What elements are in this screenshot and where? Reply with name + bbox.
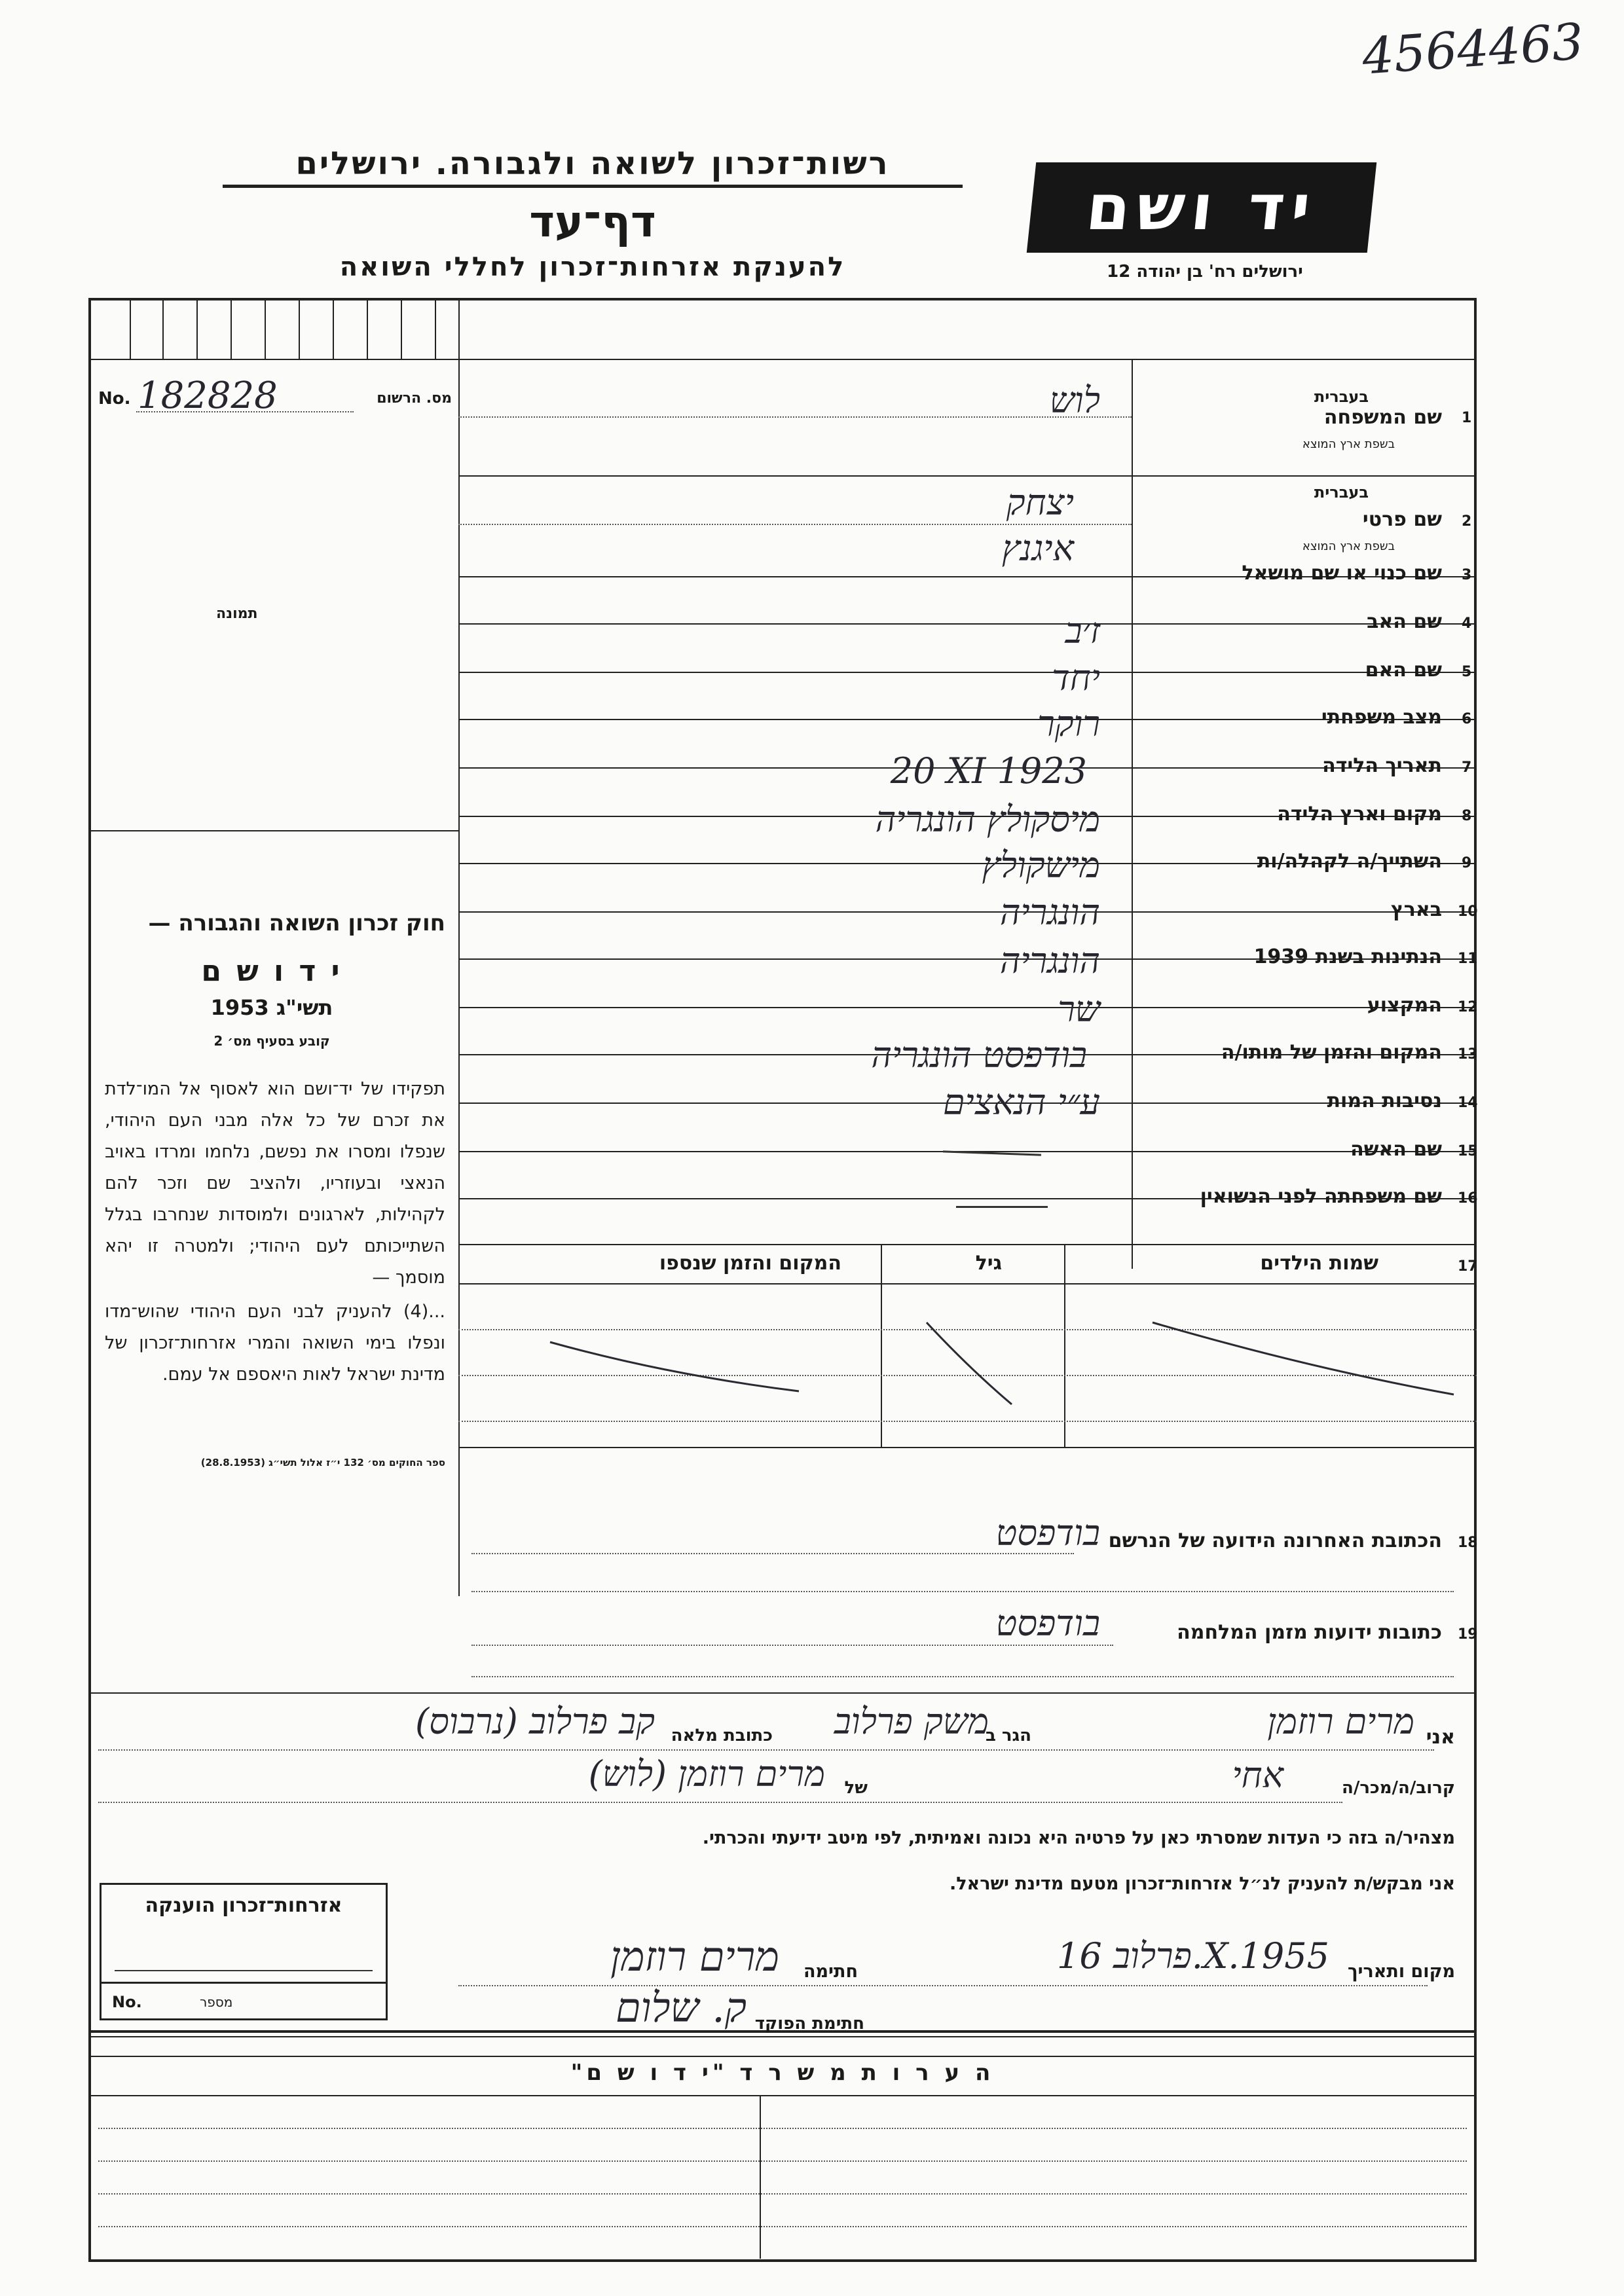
- citizenship-box-title: אזרחות־זכרון הוענקה: [145, 1894, 342, 1917]
- field-19-num: 19: [1458, 1626, 1478, 1643]
- children-col-names: שמות הילדים: [1260, 1252, 1378, 1275]
- field-8-value: מיסקולץ הונגריה: [875, 799, 1100, 840]
- registration-no-label: No.: [98, 389, 131, 409]
- field-11-value: הונגריה: [999, 940, 1100, 981]
- field-1-sub-hebrew: בעברית: [1314, 388, 1369, 406]
- declarant-name: מרים רוזמן: [1267, 1701, 1414, 1742]
- field-5-label: שם האם: [1365, 659, 1442, 682]
- remarks-title: ה ע ר ו ת מ ש ר ד "י ד ו ש ם": [570, 2060, 995, 2086]
- field-2-value: יצחק: [1006, 482, 1074, 523]
- yad-vashem-logo: [1027, 162, 1377, 253]
- field-1-value: לוש: [1049, 380, 1100, 421]
- field-8-label: מקום וארץ הלידה: [1277, 803, 1442, 826]
- registration-number: [98, 374, 452, 417]
- field-2-num: 2: [1462, 513, 1472, 530]
- header-authority: רשות־זכרון לשואה ולגבורה. ירושלים: [223, 145, 963, 188]
- field-1-sub-origin: בשפת ארץ המוצא: [1302, 437, 1395, 451]
- official-signature-value: ק. שלום: [615, 1984, 747, 2032]
- field-2-sub-origin: בשפת ארץ המוצא: [1302, 539, 1395, 553]
- official-signature-label: חתימת הפוקד: [754, 2014, 864, 2033]
- field-4-num: 4: [1462, 615, 1472, 632]
- field-12-value: שר: [1058, 989, 1100, 1030]
- of-label: של: [844, 1778, 868, 1798]
- lives-at-value: משק פרלוב: [834, 1701, 989, 1742]
- registration-value: 182828: [138, 374, 278, 417]
- children-col-place: המקום והזמן שנספו: [659, 1252, 841, 1275]
- field-9-num: 9: [1462, 855, 1472, 871]
- field-14-num: 14: [1458, 1095, 1478, 1111]
- field-15-label: שם האשה: [1350, 1138, 1442, 1161]
- full-address-label: כתובת מלאה: [671, 1726, 773, 1745]
- relation-value: אחי: [1232, 1755, 1283, 1796]
- field-14-label: נסיבות המות: [1327, 1089, 1442, 1112]
- full-address-value: קב פרלוב (נרבוס): [415, 1701, 655, 1742]
- relative-label: קרוב/ה/מכר/ה: [1342, 1778, 1455, 1798]
- field-6-label: מצב משפחתי: [1321, 706, 1442, 729]
- statement-2: אני מבקש/ת להעניק לנ״ל אזרחות־זכרון מטעם מדינת ישראל.: [949, 1874, 1455, 1894]
- citizenship-no-label: No.: [112, 1993, 142, 2011]
- field-10-num: 10: [1458, 903, 1478, 920]
- field-13-label: המקום והזמן של מותו/ה: [1221, 1041, 1442, 1064]
- field-16-label: שם משפחתה לפני הנשואין: [1200, 1185, 1442, 1208]
- field-10-label: בארץ: [1390, 898, 1442, 921]
- registration-label: מס. הרשום: [377, 390, 452, 407]
- field-6-num: 6: [1462, 711, 1472, 727]
- header-address: ירושלים רח' בן יהודה 12: [1107, 262, 1303, 282]
- field-13-value: בודפסט הונגריה: [871, 1034, 1087, 1076]
- field-15-num: 15: [1458, 1143, 1478, 1159]
- field-18-value: בודפסט: [995, 1512, 1100, 1554]
- law-clause: קובע בסעיף מס׳ 2: [213, 1033, 330, 1049]
- citizenship-box: [100, 1883, 388, 2020]
- form-subtitle: להענקת אזרחות־זכרון לחללי השואה: [339, 252, 846, 282]
- field-6-value: רוקר: [1037, 703, 1100, 744]
- children-strike-marks: [458, 1283, 1477, 1447]
- field-16-num: 16: [1458, 1190, 1478, 1207]
- field-9-value: מישקולץ: [982, 845, 1100, 886]
- field-5-value: יחד: [1052, 657, 1100, 699]
- children-col-age: גיל: [975, 1252, 1002, 1275]
- field-2-sub-hebrew: בעברית: [1314, 483, 1369, 501]
- field-7-value: 20 XI 1923: [890, 750, 1087, 792]
- field-17-num: 17: [1458, 1258, 1478, 1275]
- field-2-value-origin: איגנץ: [1001, 528, 1074, 569]
- field-13-num: 13: [1458, 1046, 1478, 1063]
- declaration-ani: אני: [1426, 1726, 1455, 1749]
- remarks-frame: [88, 2033, 1477, 2262]
- signature-value: מרים רוזמן: [610, 1933, 779, 1980]
- logo-text: יד ושם: [1082, 171, 1321, 244]
- field-19-value: בודפסט: [995, 1603, 1100, 1644]
- field-10-value: הונגריה: [999, 892, 1100, 933]
- law-name: י ד ו ש ם: [201, 955, 342, 988]
- field-1-num: 1: [1462, 410, 1472, 426]
- field-18-label: הכתובת האחרונה הידועה של הנרשם: [1108, 1529, 1442, 1552]
- law-year: תשי"ג 1953: [210, 995, 333, 1020]
- field-12-label: המקצוע: [1367, 994, 1442, 1017]
- of-name-value: מרים רוזמן (לוש): [588, 1753, 825, 1795]
- field-11-label: הנתינות בשנת 1939: [1253, 945, 1442, 968]
- field-4-label: שם האב: [1367, 610, 1442, 633]
- statement-1: מצהיר/ה בזה כי העדות שמסרתי כאן על פרטיה היא נכונה ואמיתית, לפי מיטב ידיעתי והכרתי.: [702, 1828, 1455, 1848]
- field-8-num: 8: [1462, 808, 1472, 824]
- law-footnote: ספר החוקים מס׳ 132 י״ז אלול תשי״ג (28.8.1953): [200, 1457, 445, 1468]
- field-7-num: 7: [1462, 759, 1472, 776]
- field-12-num: 12: [1458, 999, 1478, 1015]
- field-4-value: ז׳ב: [1065, 610, 1100, 651]
- field-1-label: שם המשפחה: [1323, 406, 1442, 429]
- field-14-value: ע״י הנאצים: [942, 1082, 1100, 1123]
- place-date-value: פרלוב 16.X.1955: [1056, 1935, 1329, 1977]
- lives-at-label: הגר ב: [985, 1726, 1031, 1745]
- field-18-num: 18: [1458, 1535, 1478, 1551]
- field-5-num: 5: [1462, 664, 1472, 680]
- citizenship-number-label: מספר: [200, 1994, 233, 2010]
- field-2-label: שם פרטי: [1362, 508, 1442, 531]
- law-title: חוק זכרון השואה והגבורה —: [148, 910, 445, 936]
- field-3-num: 3: [1462, 567, 1472, 583]
- form-title: דף־עד: [529, 196, 656, 247]
- field-19-label: כתובות ידועות מזמן המלחמה: [1177, 1621, 1442, 1644]
- archive-number: 4564463: [1360, 12, 1586, 86]
- signature-label: חתימה: [803, 1961, 858, 1982]
- place-date-label: מקום ותאריך: [1347, 1961, 1455, 1982]
- law-paragraph-2: ...(4) להעניק לבני העם היהודי שהוש־מדו ונפלו בימי השואה והמרי אזרחות־זכרון של מדינת ישראל לאות היאספם אל עמם.: [105, 1302, 445, 1385]
- field-7-label: תאריך הלידה: [1322, 754, 1442, 777]
- field-9-label: השתייך/ה לקהלה/ות: [1257, 850, 1442, 873]
- law-paragraph-1: תפקידו של יד־ושם הוא לאסוף אל המו־לדת את זכרם של כל אלה מבני העם היהודי, שנפלו ומסרו את נפשם, נלחמו ומרדו באויב הנאצי ובעוזריו, ולהציב שם וזכר להם לקהילות, לארגונים ולמוסדות שנחרבו בגלל השתייכותם לעם היהודי; ולמטרה זו יהא מוסמך —: [105, 1079, 445, 1288]
- photo-label: תמונה: [216, 606, 258, 622]
- field-11-num: 11: [1458, 951, 1478, 967]
- field-3-label: שם כנוי או שם מושאל: [1242, 562, 1442, 585]
